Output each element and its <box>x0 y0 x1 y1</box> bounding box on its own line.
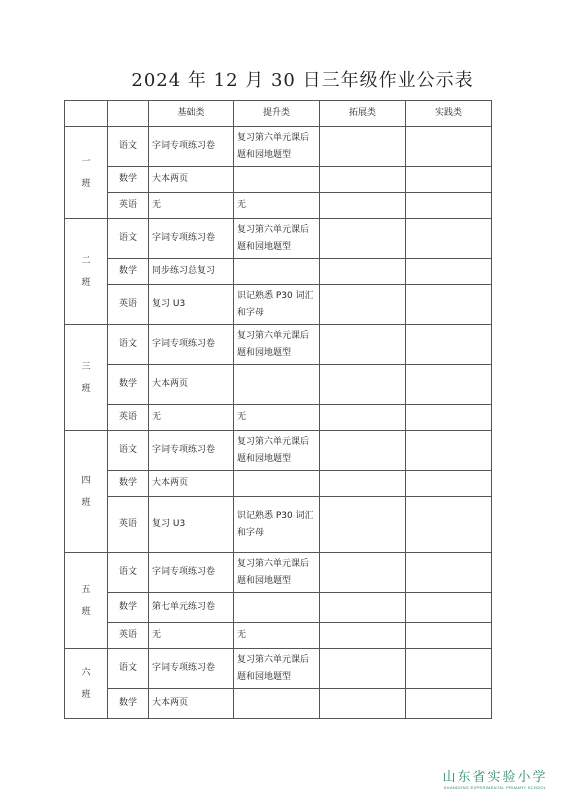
practice-cell <box>406 365 492 405</box>
table-row <box>65 219 492 259</box>
advanced-cell: 复习第六单元课后题和园地题型 <box>234 325 320 365</box>
basic-cell: 字词专项练习卷 <box>149 553 234 593</box>
extension-cell <box>320 365 406 405</box>
advanced-cell: 复习第六单元课后题和园地题型 <box>234 219 320 259</box>
advanced-cell: 复习第六单元课后题和园地题型 <box>234 431 320 471</box>
header-basic: 基础类 <box>149 101 234 127</box>
extension-cell <box>320 553 406 593</box>
extension-cell <box>320 259 406 285</box>
class-name-cell <box>65 127 108 219</box>
practice-cell <box>406 431 492 471</box>
advanced-cell: 无 <box>234 623 320 649</box>
practice-cell <box>406 193 492 219</box>
practice-cell <box>406 325 492 365</box>
subject-cell: 数学 <box>108 167 149 193</box>
extension-cell <box>320 219 406 259</box>
practice-cell <box>406 167 492 193</box>
table-row <box>65 405 492 431</box>
header-blank-subject <box>108 101 149 127</box>
advanced-cell <box>234 365 320 405</box>
advanced-cell <box>234 259 320 285</box>
extension-cell <box>320 431 406 471</box>
practice-cell <box>406 689 492 719</box>
header-row <box>65 101 492 127</box>
advanced-cell: 无 <box>234 405 320 431</box>
logo-english-name: SHANDONG EXPERIMENTAL PRIMARY SCHOOL <box>443 785 547 790</box>
subject-cell: 语文 <box>108 219 149 259</box>
class-name-cell <box>65 649 108 719</box>
class-name: 六班 <box>81 667 91 700</box>
table-row <box>65 193 492 219</box>
extension-cell <box>320 689 406 719</box>
extension-cell <box>320 623 406 649</box>
class-name-cell <box>65 219 108 325</box>
advanced-cell: 识记熟悉 P30 词汇和字母 <box>234 285 320 325</box>
table-row <box>65 167 492 193</box>
basic-cell: 字词专项练习卷 <box>149 325 234 365</box>
practice-cell <box>406 405 492 431</box>
table-row <box>65 471 492 497</box>
class-name-cell <box>65 553 108 649</box>
subject-cell: 数学 <box>108 259 149 285</box>
basic-cell: 无 <box>149 405 234 431</box>
subject-cell: 数学 <box>108 689 149 719</box>
advanced-cell: 复习第六单元课后题和园地题型 <box>234 649 320 689</box>
extension-cell <box>320 593 406 623</box>
extension-cell <box>320 285 406 325</box>
page-title: 2024 年 12 月 30 日三年级作业公示表 <box>131 70 474 91</box>
practice-cell <box>406 219 492 259</box>
basic-cell: 字词专项练习卷 <box>149 649 234 689</box>
practice-cell <box>406 623 492 649</box>
table-row <box>65 497 492 553</box>
practice-cell <box>406 497 492 553</box>
table-row <box>65 259 492 285</box>
extension-cell <box>320 127 406 167</box>
advanced-cell: 识记熟悉 P30 词汇和字母 <box>234 497 320 553</box>
advanced-cell <box>234 689 320 719</box>
table-row <box>65 593 492 623</box>
extension-cell <box>320 471 406 497</box>
class-name: 四班 <box>81 475 91 508</box>
subject-cell: 数学 <box>108 593 149 623</box>
advanced-cell: 复习第六单元课后题和园地题型 <box>234 553 320 593</box>
subject-cell: 数学 <box>108 365 149 405</box>
class-name-cell <box>65 431 108 553</box>
practice-cell <box>406 127 492 167</box>
table-row <box>65 431 492 471</box>
advanced-cell <box>234 593 320 623</box>
header-blank-class <box>65 101 108 127</box>
advanced-cell <box>234 471 320 497</box>
extension-cell <box>320 193 406 219</box>
table-row <box>65 689 492 719</box>
table-row <box>65 127 492 167</box>
table-row <box>65 365 492 405</box>
header-practice: 实践类 <box>406 101 492 127</box>
subject-cell: 数学 <box>108 471 149 497</box>
advanced-cell: 无 <box>234 193 320 219</box>
table-row <box>65 285 492 325</box>
basic-cell: 大本两页 <box>149 689 234 719</box>
logo-chinese-name: 山东省实验小学 <box>442 770 548 785</box>
class-name: 三班 <box>81 361 91 394</box>
homework-table <box>64 100 492 719</box>
school-logo <box>435 766 555 790</box>
basic-cell: 复习 U3 <box>149 285 234 325</box>
extension-cell <box>320 405 406 431</box>
practice-cell <box>406 259 492 285</box>
table-row <box>65 553 492 593</box>
header-extension: 拓展类 <box>320 101 406 127</box>
subject-cell: 英语 <box>108 193 149 219</box>
subject-cell: 英语 <box>108 497 149 553</box>
subject-cell: 英语 <box>108 623 149 649</box>
class-name: 一班 <box>81 156 91 189</box>
extension-cell <box>320 325 406 365</box>
basic-cell: 字词专项练习卷 <box>149 127 234 167</box>
subject-cell: 语文 <box>108 127 149 167</box>
table-row <box>65 649 492 689</box>
class-name: 五班 <box>81 584 91 617</box>
basic-cell: 大本两页 <box>149 365 234 405</box>
basic-cell: 复习 U3 <box>149 497 234 553</box>
basic-cell: 第七单元练习卷 <box>149 593 234 623</box>
practice-cell <box>406 471 492 497</box>
extension-cell <box>320 497 406 553</box>
practice-cell <box>406 553 492 593</box>
practice-cell <box>406 593 492 623</box>
subject-cell: 语文 <box>108 553 149 593</box>
extension-cell <box>320 167 406 193</box>
header-advanced: 提升类 <box>234 101 320 127</box>
subject-cell: 英语 <box>108 405 149 431</box>
basic-cell: 同步练习总复习 <box>149 259 234 285</box>
basic-cell: 字词专项练习卷 <box>149 431 234 471</box>
class-name-cell <box>65 325 108 431</box>
table-row <box>65 623 492 649</box>
advanced-cell <box>234 167 320 193</box>
extension-cell <box>320 649 406 689</box>
basic-cell: 大本两页 <box>149 471 234 497</box>
subject-cell: 语文 <box>108 431 149 471</box>
class-name: 二班 <box>81 255 91 288</box>
subject-cell: 语文 <box>108 649 149 689</box>
subject-cell: 英语 <box>108 285 149 325</box>
basic-cell: 字词专项练习卷 <box>149 219 234 259</box>
basic-cell: 无 <box>149 623 234 649</box>
practice-cell <box>406 649 492 689</box>
subject-cell: 语文 <box>108 325 149 365</box>
advanced-cell: 复习第六单元课后题和园地题型 <box>234 127 320 167</box>
basic-cell: 无 <box>149 193 234 219</box>
practice-cell <box>406 285 492 325</box>
basic-cell: 大本两页 <box>149 167 234 193</box>
table-row <box>65 325 492 365</box>
